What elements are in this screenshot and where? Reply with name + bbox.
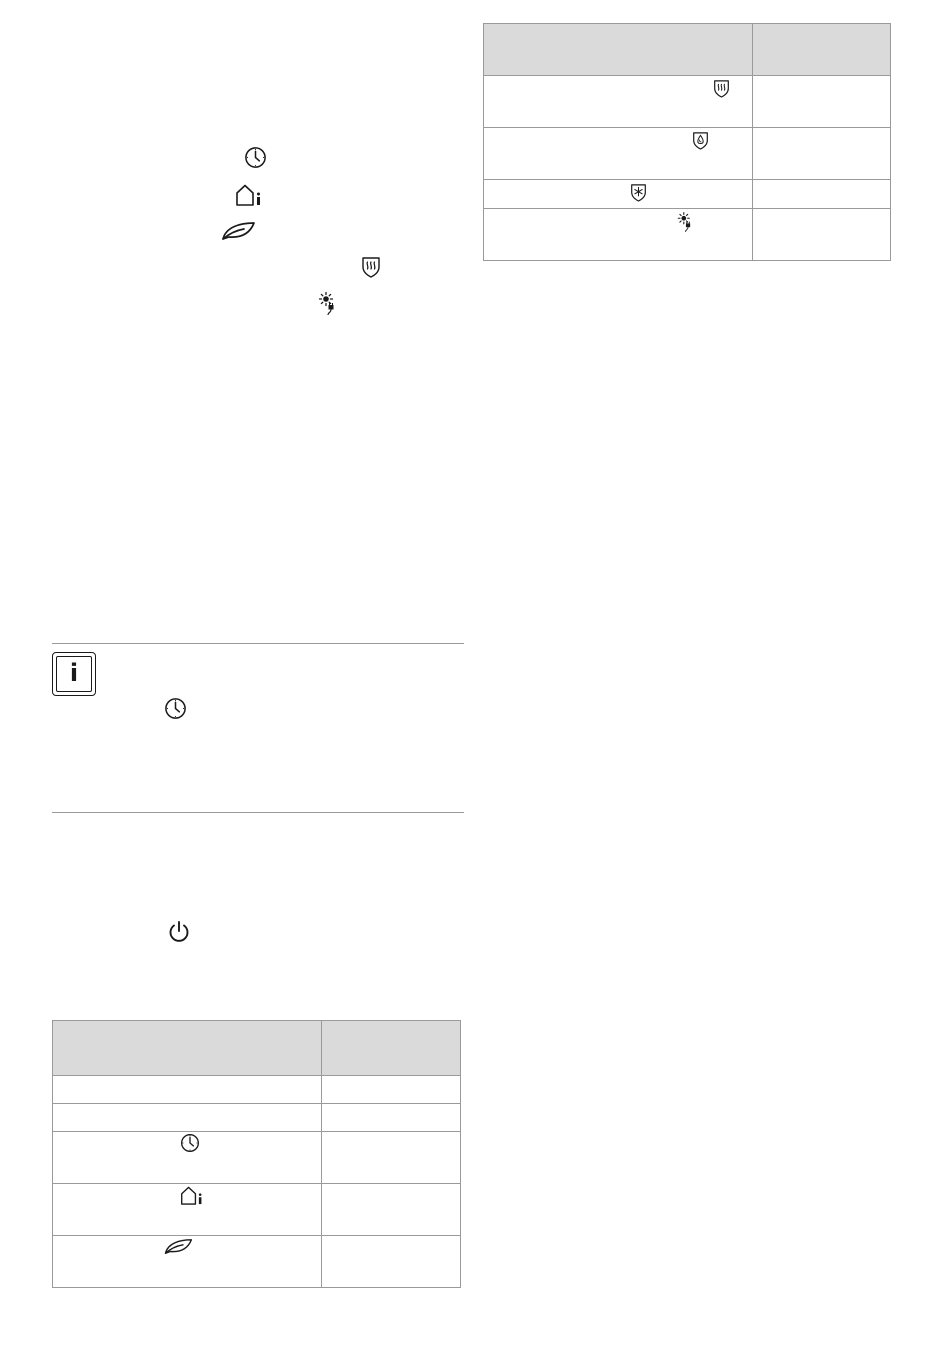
table-row bbox=[484, 209, 891, 261]
table-header-cell bbox=[484, 24, 753, 76]
info-symbol: i bbox=[56, 656, 92, 692]
table-cell bbox=[753, 76, 891, 128]
table-cell bbox=[484, 180, 753, 209]
water-shield-icon bbox=[692, 131, 709, 155]
table-cell bbox=[322, 1104, 461, 1132]
leaf-icon bbox=[163, 1238, 193, 1260]
table-cell bbox=[53, 1184, 322, 1236]
table-row bbox=[53, 1236, 461, 1288]
table-cell bbox=[753, 128, 891, 180]
table-cell bbox=[753, 180, 891, 209]
table-cell bbox=[53, 1132, 322, 1184]
table-row bbox=[53, 1076, 461, 1104]
table-cell bbox=[322, 1236, 461, 1288]
table-cell bbox=[53, 1236, 322, 1288]
table-cell bbox=[484, 128, 753, 180]
table-cell bbox=[484, 76, 753, 128]
table-row bbox=[484, 128, 891, 180]
table-cell bbox=[753, 209, 891, 261]
power-icon bbox=[167, 920, 191, 944]
table-cell bbox=[322, 1184, 461, 1236]
table-header-cell bbox=[53, 1021, 322, 1076]
home-person-icon bbox=[235, 184, 263, 206]
table-row bbox=[53, 1184, 461, 1236]
table-header-cell bbox=[322, 1021, 461, 1076]
clock-icon bbox=[244, 146, 267, 169]
home-person-icon bbox=[180, 1186, 204, 1210]
plug-light-icon bbox=[318, 292, 338, 316]
note-bottom-rule bbox=[52, 812, 464, 813]
table-cell bbox=[322, 1132, 461, 1184]
table-row bbox=[484, 76, 891, 128]
table-cell bbox=[53, 1076, 322, 1104]
table-header-row bbox=[484, 24, 891, 76]
table-cell bbox=[322, 1076, 461, 1104]
note-top-rule bbox=[52, 643, 464, 644]
table-row bbox=[53, 1132, 461, 1184]
heating-shield-icon bbox=[713, 79, 730, 103]
heating-shield-icon bbox=[361, 256, 381, 278]
plug-light-icon bbox=[677, 212, 694, 238]
clock-icon bbox=[180, 1133, 200, 1158]
left-table bbox=[52, 1020, 461, 1288]
table-row bbox=[53, 1104, 461, 1132]
right-table bbox=[483, 23, 891, 261]
table-cell bbox=[53, 1104, 322, 1132]
table-header-row bbox=[53, 1021, 461, 1076]
clock-icon bbox=[164, 697, 187, 720]
table-cell bbox=[484, 209, 753, 261]
table-row bbox=[484, 180, 891, 209]
snowflake-icon bbox=[630, 183, 647, 207]
table-header-cell bbox=[753, 24, 891, 76]
leaf-icon bbox=[220, 221, 256, 241]
info-icon bbox=[52, 652, 96, 696]
